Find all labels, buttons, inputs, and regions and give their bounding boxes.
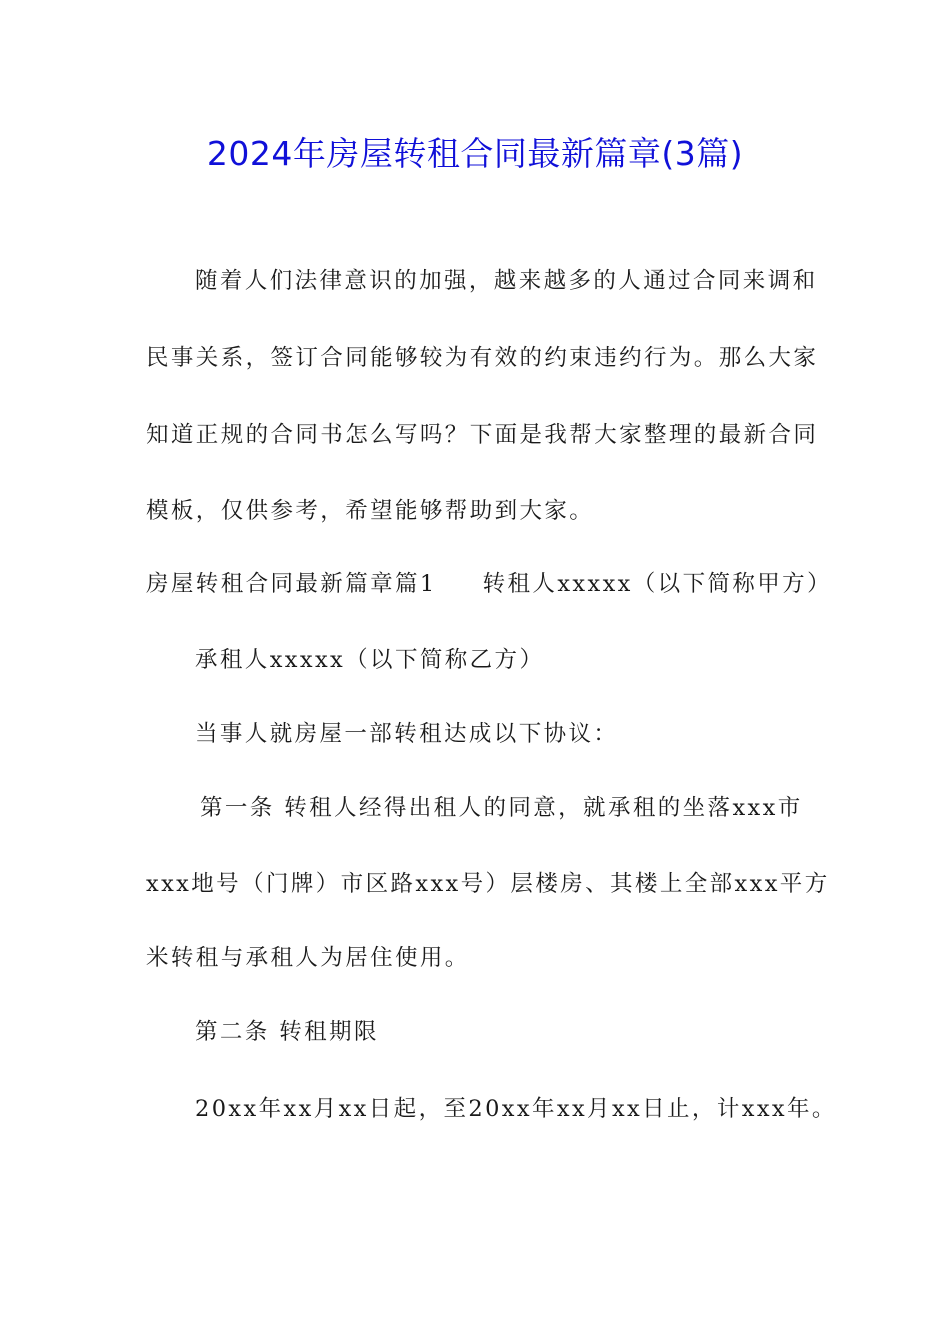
- paragraph-line: 民事关系，签订合同能够较为有效的约束违约行为。那么大家: [146, 345, 819, 371]
- lessor-line: 转租人xxxxx（以下简称甲方）: [482, 571, 832, 597]
- paragraph-line: 模板，仅供参考，希望能够帮助到大家。: [146, 498, 595, 524]
- paragraph-line: 米转租与承租人为居住使用。: [146, 945, 470, 971]
- article-line: 第一条 转租人经得出租人的同意，就承租的坐落xxx市: [200, 795, 803, 821]
- paragraph-line: 知道正规的合同书怎么写吗？下面是我帮大家整理的最新合同: [146, 422, 819, 448]
- paragraph-line: 当事人就房屋一部转租达成以下协议：: [195, 721, 619, 747]
- paragraph-line: xxx地号（门牌）市区路xxx号）层楼房、其楼上全部xxx平方: [146, 871, 830, 897]
- section-heading-line: [146, 569, 832, 599]
- paragraph-line: 随着人们法律意识的加强，越来越多的人通过合同来调和: [195, 268, 818, 294]
- document-title: 2024年房屋转租合同最新篇章(3篇): [206, 134, 744, 173]
- paragraph-line: 20xx年xx月xx日起，至20xx年xx月xx日止，计xxx年。: [195, 1096, 837, 1122]
- lessee-line: 承租人xxxxx（以下简称乙方）: [195, 647, 545, 673]
- article-line: 第二条 转租期限: [195, 1019, 379, 1045]
- section-heading: 房屋转租合同最新篇章篇1: [146, 571, 437, 597]
